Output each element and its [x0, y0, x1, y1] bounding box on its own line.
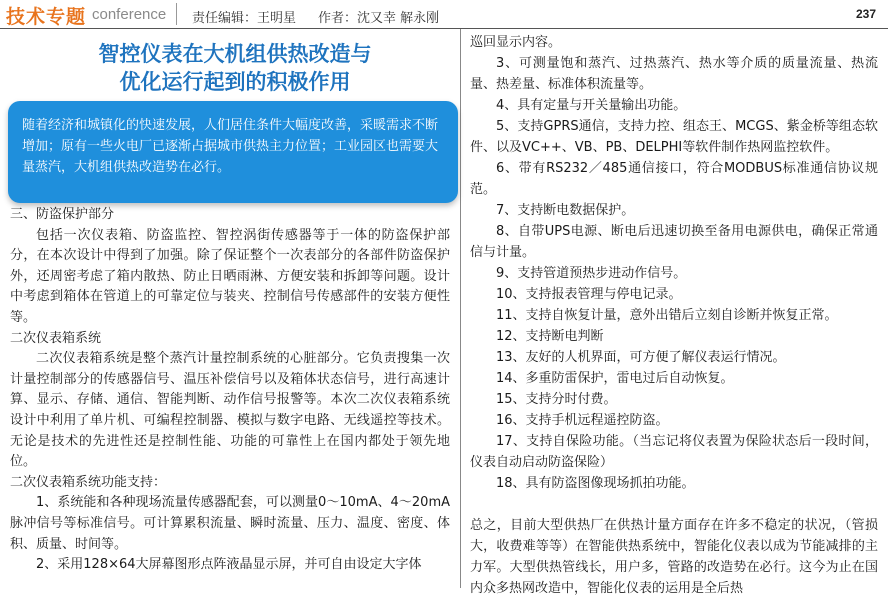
body-paragraph: 总之，目前大型供热厂在供热计量方面存在许多不稳定的状况，（管损大，收费难等等）在智能供热系统中，智能化仪表以成为节能减排的主力军。大型供热管线长，用户多，管路的改造势在必行。这今为止在国内众多热网改造中，智能化仪表的运用是全后热: [470, 518, 878, 596]
column-divider: [460, 29, 461, 588]
body-paragraph: 16、支持手机远程遥控防盗。: [496, 413, 669, 428]
body-paragraph: 3、可测量饱和蒸汽、过热蒸汽、热水等介质的质量流量、热流量、热差量、标准体积流量等。: [470, 56, 878, 92]
body-paragraph: 9、支持管道预热步进动作信号。: [496, 266, 687, 281]
header-rule: [0, 28, 888, 29]
body-paragraph: 1、系统能和各种现场流量传感器配套，可以测量0～10mA、4～20mA脉冲信号等标准信号。可计算累积流量、瞬时流量、压力、温度、密度、体积、质量、时间等。: [10, 495, 450, 552]
body-paragraph: 二次仪表箱系统是整个蒸汽计量控制系统的心脏部分。它负责搜集一次计量控制部分的传感器信号、温压补偿信号以及箱体状态信号，进行高速计算、显示、存储、通信、智能判断、动作信号报警等。本次二次仪表箱系统设计中利用了单片机、可编程控制器、模拟与数字电路、无线遥控等技术。无论是技术的先进性还是控制性能、功能的可靠性上在国内都处于领先地位。: [10, 351, 450, 470]
abstract-text: 随着经济和城镇化的快速发展，人们居住条件大幅度改善，采暖需求不断增加；原有一些火电厂已逐渐占据城市供热主力位置；工业园区也需要大量蒸汽，大机组供热改造势在必行。: [22, 118, 439, 175]
body-paragraph: 5、支持GPRS通信，支持力控、组态王、MCGS、紫金桥等组态软件、以及VC++、VB、PB、DELPHI等软件制作热网监控软件。: [470, 119, 878, 155]
article-authors: 作者：沈又幸 解永刚: [318, 11, 440, 26]
page-header: [0, 0, 888, 30]
left-column-body: [10, 205, 450, 576]
body-paragraph: 巡回显示内容。: [470, 35, 562, 50]
body-paragraph: 二次仪表箱系统: [10, 330, 102, 346]
body-paragraph: 8、自带UPS电源、断电后迅速切换至备用电源供电，确保正常通信与计量。: [470, 224, 878, 260]
body-paragraph: 14、多重防雷保护，雷电过后自动恢复。: [496, 371, 734, 386]
paragraph-gap: [470, 494, 878, 515]
body-paragraph: 2、采用128×64大屏幕图形点阵液晶显示屏，并可自由设定大字体: [36, 557, 422, 573]
column-brand: 技术专题: [6, 6, 87, 28]
body-paragraph: 15、支持分时付费。: [496, 392, 617, 407]
body-paragraph: 4、具有定量与开关量输出功能。: [496, 98, 687, 113]
body-paragraph: 6、带有RS232／485通信接口，符合MODBUS标准通信协议规范。: [470, 161, 878, 197]
article-title-line-1: 智控仪表在大机组供热改造与: [98, 42, 372, 66]
body-paragraph: 包括一次仪表箱、防盗监控、智控涡街传感器等于一体的防盗保护部分，在本次设计中得到了加强。除了保证整个一次表部分的各部件防盗保护外，还周密考虑了箱内散热、防止日晒雨淋、方便安装和拆卸等问题。设计中考虑到箱体在管道上的可靠定位与装夹、控制信号传感部件的安装方便性等。: [10, 227, 450, 325]
body-paragraph: 17、支持自保险功能。（当忘记将仪表置为保险状态后一段时间，仪表自动启动防盗保险）: [470, 434, 878, 470]
body-paragraph: 7、支持断电数据保护。: [496, 203, 635, 218]
body-paragraph: 13、友好的人机界面，可方便了解仪表运行情况。: [496, 350, 786, 365]
article-title: [10, 40, 460, 96]
body-paragraph: 12、支持断电判断: [496, 329, 604, 344]
body-paragraph: 10、支持报表管理与停电记录。: [496, 287, 682, 302]
page-number: 237: [855, 7, 876, 21]
body-paragraph: 二次仪表箱系统功能支持：: [10, 474, 167, 490]
body-paragraph: 三、防盗保护部分: [10, 207, 115, 222]
article-title-line-2: 优化运行起到的积极作用: [119, 70, 351, 94]
header-separator: [176, 3, 177, 25]
body-paragraph: 11、支持自恢复计量，意外出错后立刻自诊断并恢复正常。: [496, 308, 838, 323]
body-paragraph: 18、具有防盗图像现场抓拍功能。: [496, 476, 695, 491]
right-column-body: [470, 32, 878, 599]
responsible-editor: 责任编辑：王明星: [192, 11, 297, 26]
column-brand-sub: conference: [92, 6, 167, 23]
abstract-box: [8, 101, 458, 203]
